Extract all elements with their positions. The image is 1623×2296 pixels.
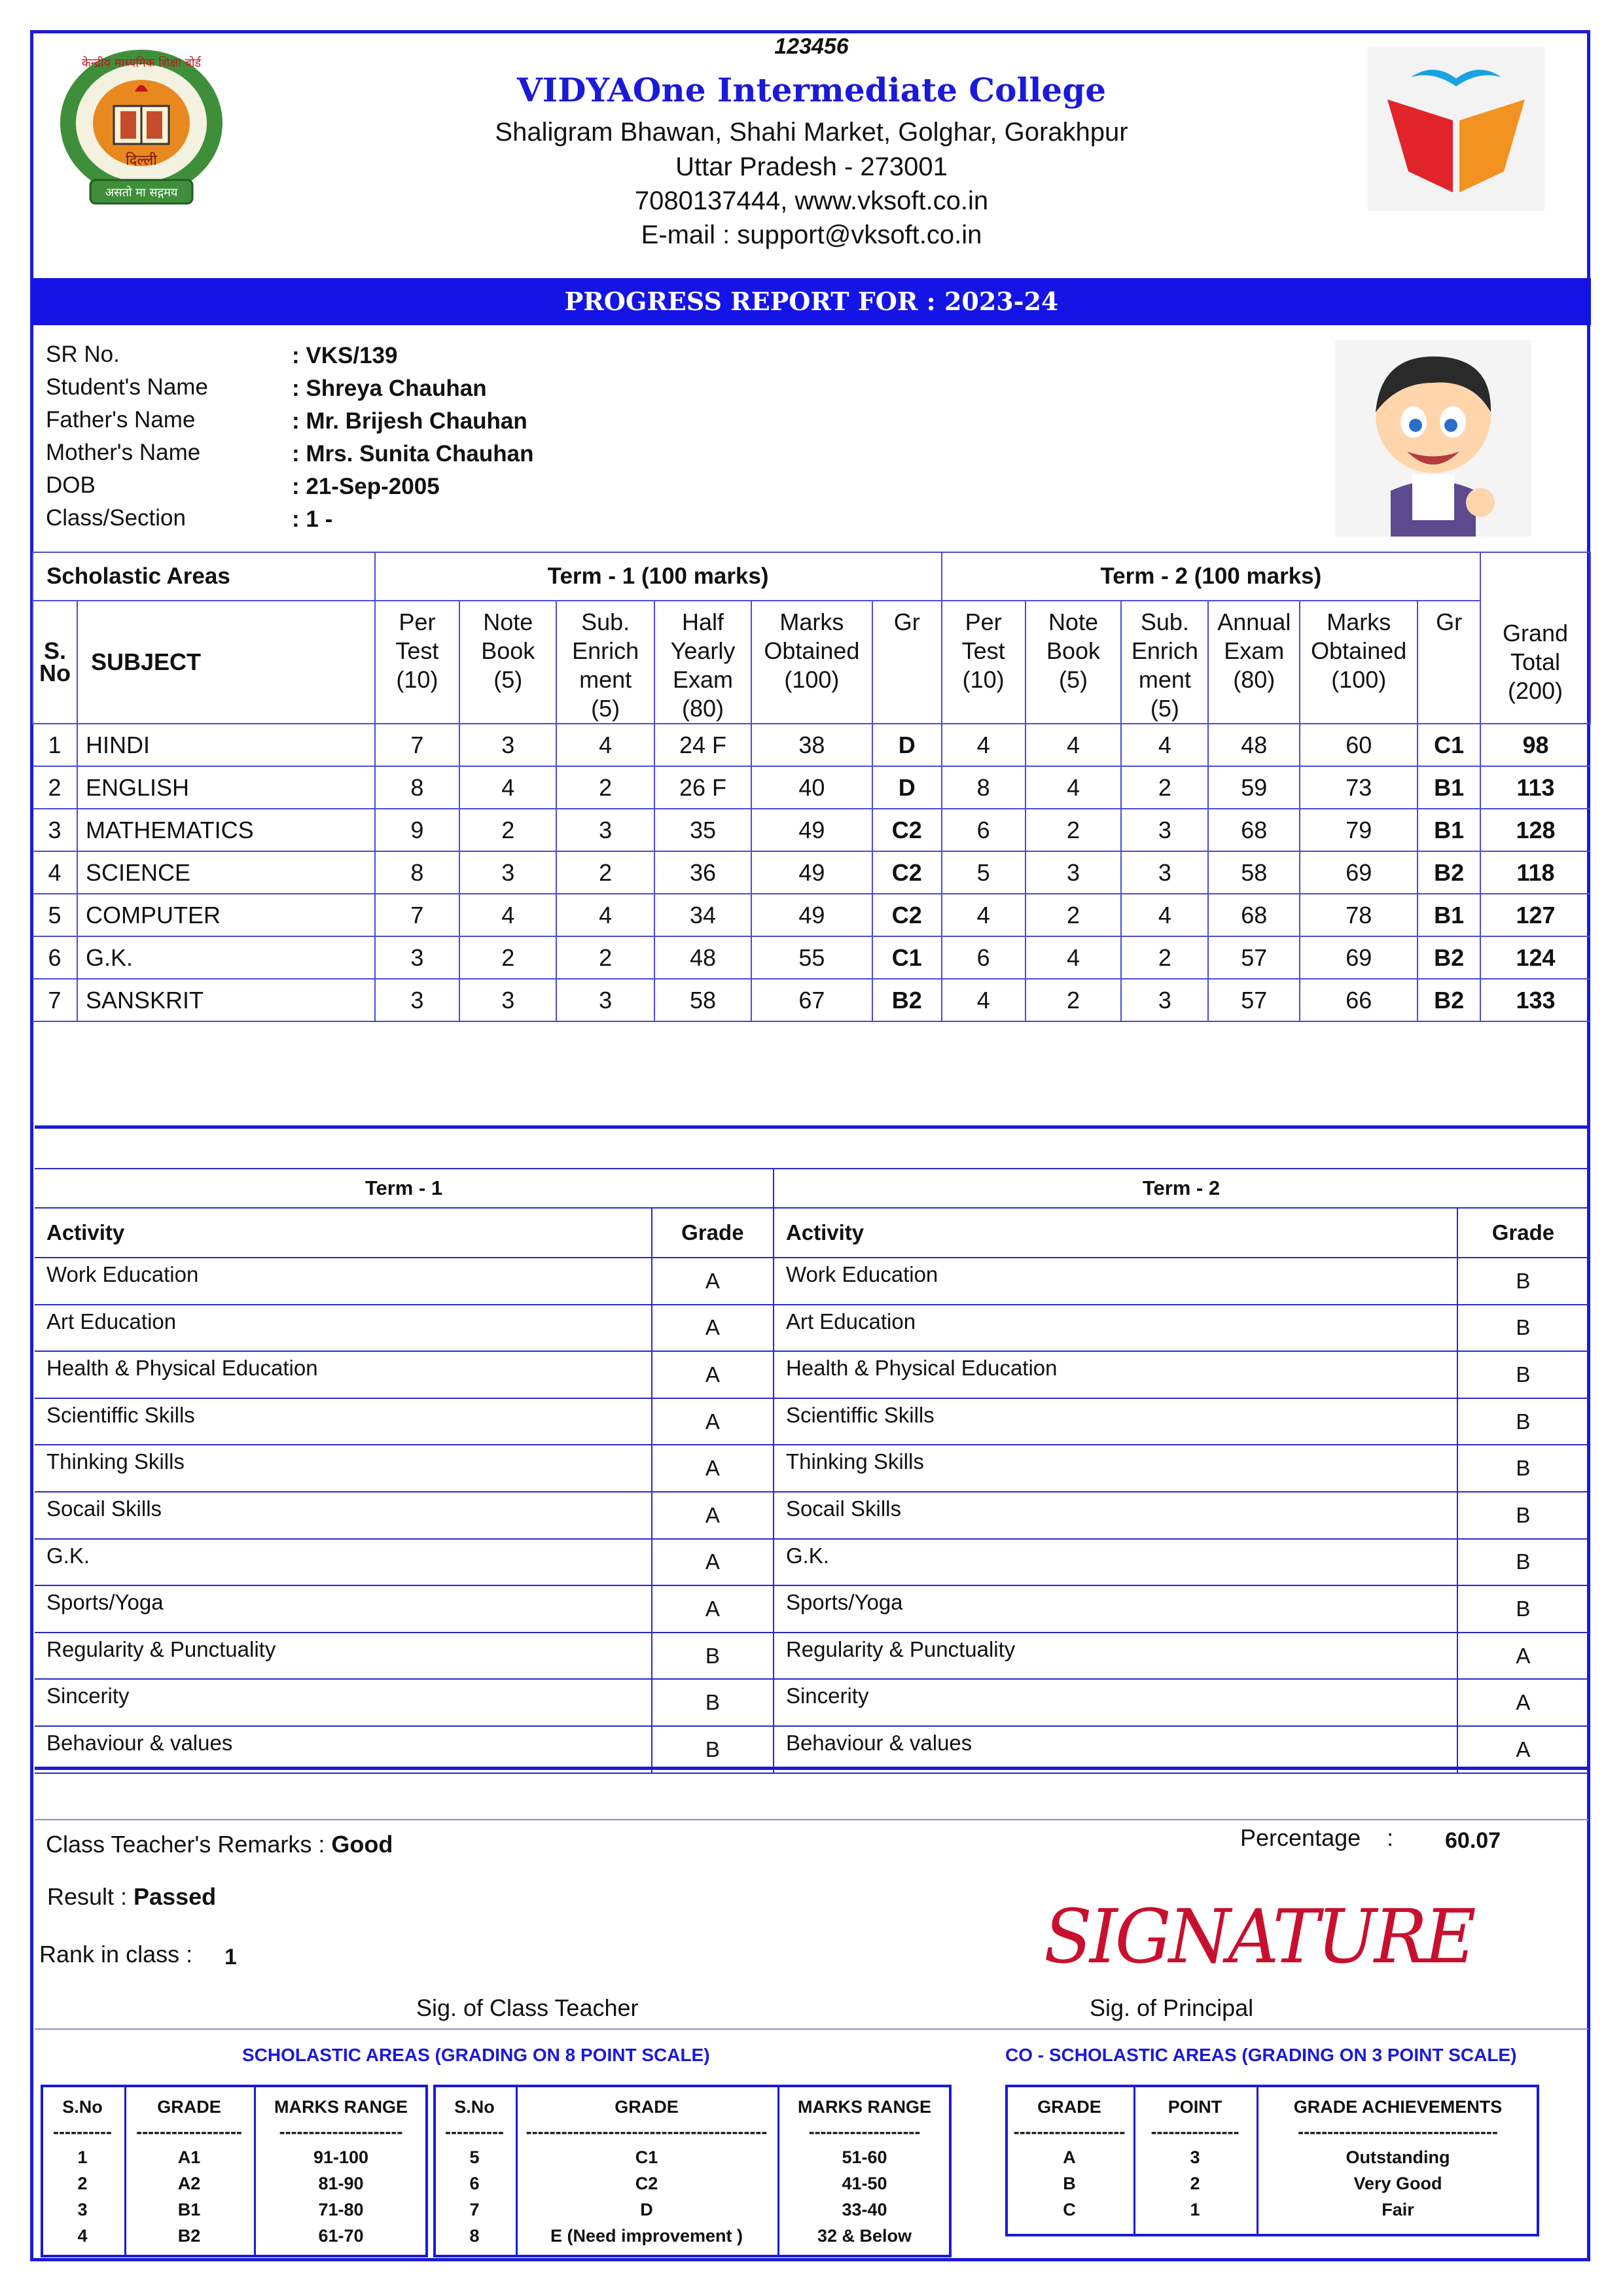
scale-achievement: Outstanding (1346, 2147, 1450, 2167)
subject-cell: G.K. (77, 936, 375, 979)
grand-total-cell: 98 (1480, 724, 1590, 766)
term1-header: Term - 1 (100 marks) (375, 552, 942, 601)
activity-col-header-t1: Activity (35, 1208, 652, 1258)
marks-cell: 4 (942, 894, 1026, 936)
percentage-label: Percentage : (1240, 1824, 1394, 1851)
scale-dash: ------------------- (808, 2122, 921, 2142)
marks-cell: 5 (942, 851, 1026, 894)
marks-cell: 3 (375, 979, 460, 1021)
marks-cell: 73 (1300, 766, 1418, 809)
marks-cell: 69 (1300, 851, 1418, 894)
marks-cell: 2 (459, 936, 556, 979)
activity-grade-t2: B (1457, 1351, 1588, 1398)
term2-col-header: Marks Obtained (100) (1300, 601, 1418, 724)
scale-header-range: MARKS RANGE (797, 2097, 931, 2117)
scale-sno: 7 (469, 2200, 480, 2219)
scale-grade: A (1063, 2147, 1076, 2167)
student-field-value: : VKS/139 (292, 343, 398, 368)
marks-cell: 4 (459, 894, 556, 936)
marks-cell: C1 (1418, 724, 1480, 766)
activity-name-t2: Scientiffic Skills (774, 1398, 1457, 1445)
activity-name-t2: Work Education (774, 1258, 1457, 1305)
activity-grade-t1: A (652, 1585, 774, 1633)
scale-grade: A2 (177, 2174, 201, 2193)
activity-name-t1: Scientiffic Skills (35, 1398, 652, 1445)
grand-total-header: Grand Total (200) (1480, 601, 1590, 724)
marks-cell: 55 (751, 936, 872, 979)
marks-cell: 4 (556, 724, 654, 766)
marks-cell: 6 (33, 936, 77, 979)
activity-row (35, 1258, 1588, 1305)
marks-cell: 2 (1026, 979, 1122, 1021)
term2-col-header: Per Test (10) (942, 601, 1026, 724)
marks-cell: 2 (556, 851, 654, 894)
activity-term1-header: Term - 1 (35, 1169, 774, 1208)
marks-cell: 7 (33, 979, 77, 1021)
activity-row (35, 1492, 1588, 1539)
grand-total-cell: 128 (1480, 809, 1590, 851)
marks-cell: 3 (1026, 851, 1122, 894)
board-logo (51, 46, 232, 209)
activity-name-t2: Socail Skills (774, 1492, 1457, 1539)
activity-row (35, 1351, 1588, 1398)
marks-cell: 4 (459, 766, 556, 809)
scale-header-grade: GRADE (615, 2097, 679, 2117)
scale-dash: ------------------ (136, 2122, 242, 2142)
activity-name-t1: Regularity & Punctuality (35, 1633, 652, 1680)
marks-cell: 67 (751, 979, 872, 1021)
student-field-value: : 21-Sep-2005 (292, 474, 440, 499)
marks-cell: 8 (375, 851, 460, 894)
activity-grade-t2: B (1457, 1258, 1588, 1305)
marks-cell: 2 (1121, 936, 1208, 979)
marks-cell: 6 (942, 809, 1026, 851)
rank-label: Rank in class : (39, 1941, 193, 1968)
marks-table (32, 552, 1591, 1126)
subject-cell: ENGLISH (77, 766, 375, 809)
grand-total-cell: 133 (1480, 979, 1590, 1021)
marks-cell: 34 (654, 894, 751, 936)
scale-range: 33-40 (842, 2200, 887, 2219)
scale-sno: 4 (77, 2226, 88, 2246)
marks-cell: 3 (556, 979, 654, 1021)
scale-achievement: Very Good (1353, 2174, 1442, 2193)
marks-cell: 9 (375, 809, 460, 851)
scale-achievement: Fair (1382, 2200, 1414, 2219)
activity-name-t1: Health & Physical Education (35, 1351, 652, 1398)
marks-cell: 3 (459, 851, 556, 894)
marks-row (33, 766, 1590, 809)
activity-grade-t2: B (1457, 1585, 1588, 1633)
marks-cell: 57 (1208, 936, 1300, 979)
scale-sno: 2 (77, 2174, 88, 2193)
marks-cell: 68 (1208, 894, 1300, 936)
marks-cell: 49 (751, 894, 872, 936)
scale-sno: 3 (77, 2200, 88, 2219)
scale-sno: 6 (469, 2174, 480, 2193)
grand-total-top (1480, 552, 1590, 601)
marks-cell: 48 (654, 936, 751, 979)
student-field-label: Student's Name (46, 374, 208, 400)
marks-cell: 2 (1026, 809, 1122, 851)
scale-header-point: POINT (1168, 2097, 1222, 2117)
activity-row (35, 1398, 1588, 1445)
marks-cell: 35 (654, 809, 751, 851)
grand-total-cell: 113 (1480, 766, 1590, 809)
marks-cell: 78 (1300, 894, 1418, 936)
activity-row (35, 1539, 1588, 1586)
student-field-value: : Mrs. Sunita Chauhan (292, 441, 534, 467)
marks-cell: 3 (1121, 851, 1208, 894)
marks-cell: 4 (556, 894, 654, 936)
activities-bottom-rule (35, 1767, 1588, 1770)
sig-principal: Sig. of Principal (1090, 1994, 1254, 2021)
marks-row (33, 851, 1590, 894)
marks-cell: B1 (1418, 766, 1480, 809)
marks-cell: C2 (872, 894, 942, 936)
scale-sno: 8 (469, 2226, 480, 2246)
marks-cell: 4 (1121, 724, 1208, 766)
logo-text-top: केन्द्रीय माध्यमिक शिक्षा बोर्ड (81, 56, 202, 70)
activity-grade-t1: B (652, 1633, 774, 1680)
marks-cell: 2 (556, 936, 654, 979)
activity-grade-t2: A (1457, 1633, 1588, 1680)
activity-name-t2: Art Education (774, 1305, 1457, 1352)
marks-cell: 24 F (654, 724, 751, 766)
marks-cell: B1 (1418, 809, 1480, 851)
marks-cell: 40 (751, 766, 872, 809)
subject-cell: MATHEMATICS (77, 809, 375, 851)
marks-cell: 5 (33, 894, 77, 936)
scale-grade: B (1063, 2174, 1076, 2193)
student-field-value: : Mr. Brijesh Chauhan (292, 408, 527, 434)
scholastic-areas-header: Scholastic Areas (33, 552, 375, 601)
marks-cell: 66 (1300, 979, 1418, 1021)
activity-grade-t1: A (652, 1539, 774, 1586)
logo-text-bottom: असतो मा सद्गमय (105, 186, 178, 200)
marks-cell: 36 (654, 851, 751, 894)
percentage-value: 60.07 (1445, 1828, 1501, 1853)
term2-col-header: Note Book (5) (1026, 601, 1122, 724)
activity-row (35, 1633, 1588, 1680)
grand-total-cell: 124 (1480, 936, 1590, 979)
scale-header-sno: S.No (454, 2097, 495, 2117)
result (47, 1883, 216, 1911)
marks-row (33, 809, 1590, 851)
marks-cell: 26 F (654, 766, 751, 809)
subject-cell: SCIENCE (77, 851, 375, 894)
activity-grade-t1: A (652, 1258, 774, 1305)
marks-cell: 59 (1208, 766, 1300, 809)
marks-cell: 1 (33, 724, 77, 766)
marks-cell: 60 (1300, 724, 1418, 766)
remarks-top-rule (35, 1819, 1588, 1820)
term1-col-header: Half Yearly Exam (80) (654, 601, 751, 724)
activity-col-header-t2: Activity (774, 1208, 1457, 1258)
activity-grade-t1: A (652, 1398, 774, 1445)
term1-col-header: Sub. Enrich ment (5) (556, 601, 654, 724)
marks-cell: 4 (1026, 766, 1122, 809)
activities-table (35, 1168, 1588, 1774)
marks-cell: B1 (1418, 894, 1480, 936)
marks-cell: 3 (556, 809, 654, 851)
rank-value: 1 (224, 1945, 237, 1969)
scale-header-range: MARKS RANGE (274, 2097, 408, 2117)
report-banner: PROGRESS REPORT FOR : 2023-24 (32, 278, 1591, 325)
student-field-label: DOB (46, 472, 96, 498)
marks-row (33, 979, 1590, 1021)
activity-name-t1: Behaviour & values (35, 1726, 652, 1773)
student-field-label: Mother's Name (46, 440, 201, 465)
subject-header: SUBJECT (77, 601, 375, 724)
activity-name-t2: Sincerity (774, 1679, 1457, 1726)
activity-name-t1: Socail Skills (35, 1492, 652, 1539)
college-state: Uttar Pradesh - 273001 (675, 152, 948, 181)
scholastic-scale-title: SCHOLASTIC AREAS (GRADING ON 8 POINT SCALE) (242, 2045, 710, 2065)
student-field-value: : Shreya Chauhan (292, 376, 487, 401)
activity-grade-t2: B (1457, 1398, 1588, 1445)
marks-cell: 7 (375, 894, 460, 936)
principal-signature: SIGNATURE (1044, 1894, 1474, 1981)
marks-spacer (33, 1021, 1590, 1126)
marks-cell: 4 (942, 979, 1026, 1021)
marks-cell: 2 (459, 809, 556, 851)
scale-header-grade: GRADE (1037, 2097, 1101, 2117)
teacher-remarks-value: Good (331, 1831, 393, 1858)
marks-cell: 58 (654, 979, 751, 1021)
marks-cell: 57 (1208, 979, 1300, 1021)
marks-row (33, 724, 1590, 766)
marks-cell: 79 (1300, 809, 1418, 851)
teacher-remarks (46, 1831, 393, 1858)
marks-cell: 58 (1208, 851, 1300, 894)
activity-name-t1: G.K. (35, 1539, 652, 1586)
scale-grade: B1 (177, 2200, 201, 2219)
scale-grade: B2 (177, 2226, 201, 2246)
marks-cell: B2 (1418, 936, 1480, 979)
activity-row (35, 1585, 1588, 1633)
scale-range: 81-90 (318, 2174, 364, 2193)
activity-grade-t1: A (652, 1445, 774, 1492)
student-field-value: : 1 - (292, 506, 333, 532)
scale-dash: ----------------------------------------- (526, 2122, 768, 2142)
activity-name-t1: Sincerity (35, 1679, 652, 1726)
marks-cell: B2 (872, 979, 942, 1021)
grade-col-header-t1: Grade (652, 1208, 774, 1258)
scale-range: 71-80 (318, 2200, 364, 2219)
marks-cell: C1 (872, 936, 942, 979)
activity-grade-t2: A (1457, 1679, 1588, 1726)
marks-cell: 3 (33, 809, 77, 851)
activity-grade-t2: B (1457, 1445, 1588, 1492)
co-scholastic-scale-title: CO - SCHOLASTIC AREAS (GRADING ON 3 POINT SCALE) (1005, 2045, 1517, 2065)
activity-name-t2: Sports/Yoga (774, 1585, 1457, 1633)
report-code: 123456 (774, 34, 849, 59)
scale-dash: ---------------------------------- (1298, 2122, 1498, 2142)
sig-class-teacher: Sig. of Class Teacher (416, 1994, 639, 2021)
activity-grade-t1: B (652, 1679, 774, 1726)
scale-point: 2 (1190, 2174, 1200, 2193)
scale-sno: 1 (77, 2147, 88, 2167)
marks-cell: B2 (1418, 979, 1480, 1021)
subject-cell: HINDI (77, 724, 375, 766)
activity-grade-t2: B (1457, 1492, 1588, 1539)
term1-col-header: Per Test (10) (375, 601, 460, 724)
activity-grade-t2: B (1457, 1539, 1588, 1586)
activity-name-t1: Thinking Skills (35, 1445, 652, 1492)
student-field-label: Class/Section (46, 505, 186, 531)
scale-grade: C2 (635, 2174, 658, 2193)
marks-cell: B2 (1418, 851, 1480, 894)
marks-cell: 8 (942, 766, 1026, 809)
scale-dash: --------------------- (279, 2122, 403, 2142)
marks-cell: 6 (942, 936, 1026, 979)
marks-row (33, 894, 1590, 936)
marks-cell: 3 (459, 979, 556, 1021)
marks-cell: 2 (33, 766, 77, 809)
activity-name-t2: G.K. (774, 1539, 1457, 1586)
marks-cell: 8 (375, 766, 460, 809)
student-photo (1335, 340, 1531, 537)
marks-cell: 3 (375, 936, 460, 979)
activity-row (35, 1726, 1588, 1773)
activity-grade-t2: B (1457, 1305, 1588, 1352)
activity-grade-t1: B (652, 1726, 774, 1773)
college-name: VIDYAOne Intermediate College (516, 71, 1107, 109)
marks-cell: 48 (1208, 724, 1300, 766)
scale-grade: E (Need improvement ) (550, 2226, 743, 2246)
scale-range: 61-70 (318, 2226, 364, 2246)
scale-sno: 5 (469, 2147, 480, 2167)
logo-text-mid: दिल्ली (126, 152, 157, 169)
scale-grade: A1 (177, 2147, 201, 2167)
term2-header: Term - 2 (100 marks) (942, 552, 1480, 601)
marks-row (33, 936, 1590, 979)
term1-col-header: Gr (872, 601, 942, 724)
scale-dash: ------------------- (1013, 2122, 1126, 2142)
scale-point: 1 (1190, 2200, 1200, 2219)
subject-cell: SANSKRIT (77, 979, 375, 1021)
scale-grade: C1 (635, 2147, 658, 2167)
activity-grade-t1: A (652, 1492, 774, 1539)
scale-dash: --------------- (1150, 2122, 1240, 2142)
scale-range: 32 & Below (817, 2226, 912, 2246)
activity-row (35, 1305, 1588, 1352)
activity-name-t2: Thinking Skills (774, 1445, 1457, 1492)
result-value: Passed (134, 1883, 217, 1910)
marks-cell: D (872, 766, 942, 809)
activity-grade-t2: A (1457, 1726, 1588, 1773)
result-label: Result : (47, 1883, 134, 1910)
marks-cell: 49 (751, 809, 872, 851)
marks-cell: C2 (872, 809, 942, 851)
teacher-remarks-label: Class Teacher's Remarks : (46, 1831, 332, 1858)
scale-dash: ---------- (445, 2122, 504, 2142)
scale-range: 51-60 (842, 2147, 887, 2167)
marks-cell: 2 (556, 766, 654, 809)
scale-dash: ---------- (53, 2122, 112, 2142)
marks-cell: 4 (1121, 894, 1208, 936)
activity-row (35, 1679, 1588, 1726)
college-contact: 7080137444, www.vksoft.co.in (634, 186, 989, 215)
marks-cell: 2 (1026, 894, 1122, 936)
marks-cell: 4 (33, 851, 77, 894)
activity-name-t2: Health & Physical Education (774, 1351, 1457, 1398)
scale-point: 3 (1190, 2147, 1200, 2167)
college-address: Shaligram Bhawan, Shahi Market, Golghar, Gorakhpur (495, 118, 1128, 147)
term2-col-header: Annual Exam (80) (1208, 601, 1300, 724)
sno-header: S. No (33, 601, 77, 724)
subject-cell: COMPUTER (77, 894, 375, 936)
grade-col-header-t2: Grade (1457, 1208, 1588, 1258)
marks-cell: 2 (1121, 766, 1208, 809)
activity-name-t2: Regularity & Punctuality (774, 1633, 1457, 1680)
marks-cell: C2 (872, 851, 942, 894)
term2-col-header: Gr (1418, 601, 1480, 724)
scale-range: 91-100 (313, 2147, 369, 2167)
scale-header-achievement: GRADE ACHIEVEMENTS (1293, 2097, 1503, 2117)
marks-cell: 69 (1300, 936, 1418, 979)
activity-name-t1: Art Education (35, 1305, 652, 1352)
term2-col-header: Sub. Enrich ment (5) (1121, 601, 1208, 724)
activities-top-rule (35, 1125, 1588, 1129)
activity-name-t1: Sports/Yoga (35, 1585, 652, 1633)
activity-name-t2: Behaviour & values (774, 1726, 1457, 1773)
scale-header-sno: S.No (62, 2097, 103, 2117)
scale-range: 41-50 (842, 2174, 887, 2193)
activity-name-t1: Work Education (35, 1258, 652, 1305)
grand-total-cell: 127 (1480, 894, 1590, 936)
student-field-label: SR No. (46, 342, 120, 367)
scale-header-grade: GRADE (157, 2097, 221, 2117)
marks-cell: D (872, 724, 942, 766)
term1-col-header: Marks Obtained (100) (751, 601, 872, 724)
grand-total-cell: 118 (1480, 851, 1590, 894)
marks-cell: 3 (459, 724, 556, 766)
marks-cell: 49 (751, 851, 872, 894)
marks-cell: 4 (942, 724, 1026, 766)
marks-cell: 4 (1026, 724, 1122, 766)
term1-col-header: Note Book (5) (459, 601, 556, 724)
marks-cell: 7 (375, 724, 460, 766)
scale-top-rule (35, 2028, 1588, 2030)
activity-term2-header: Term - 2 (774, 1169, 1588, 1208)
college-email: E-mail : support@vksoft.co.in (641, 221, 982, 249)
activity-grade-t1: A (652, 1351, 774, 1398)
marks-cell: 38 (751, 724, 872, 766)
scale-grade: D (640, 2200, 653, 2219)
activity-grade-t1: A (652, 1305, 774, 1352)
marks-cell: 3 (1121, 979, 1208, 1021)
marks-cell: 4 (1026, 936, 1122, 979)
book-logo-icon (1368, 47, 1544, 211)
marks-cell: 3 (1121, 809, 1208, 851)
activity-row (35, 1445, 1588, 1492)
marks-cell: 68 (1208, 809, 1300, 851)
scale-grade: C (1063, 2200, 1076, 2219)
student-field-label: Father's Name (46, 407, 196, 433)
